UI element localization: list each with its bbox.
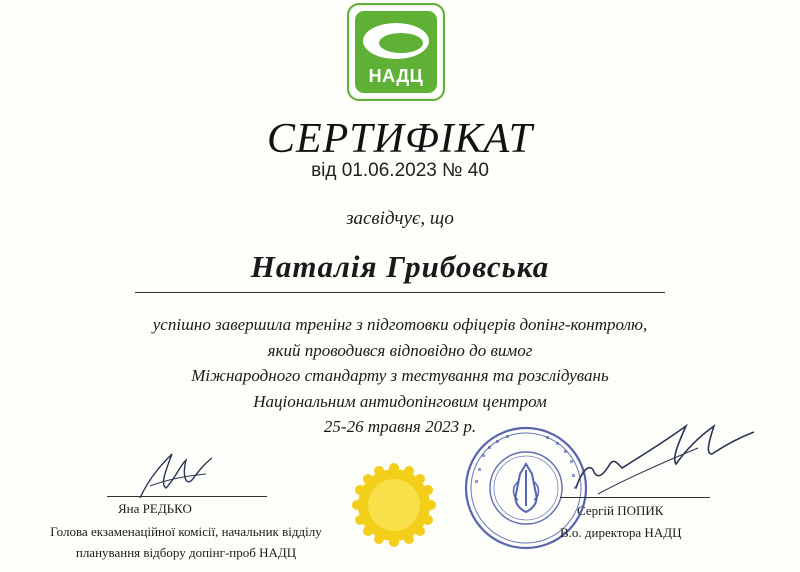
certifies-text: засвідчує, що: [346, 208, 454, 229]
right-signature-line: [560, 497, 710, 498]
recipient-name: Наталія Грибовська: [250, 249, 550, 284]
recipient-underline: [135, 292, 665, 293]
logo-text: НАДЦ: [368, 66, 424, 86]
body-line: Національним антидопінговим центром: [253, 391, 547, 411]
right-signatory-position: В.о. директора НАДЦ: [560, 525, 682, 540]
signature-icon: [568, 418, 758, 508]
body-line: який проводився відповідно до вимог: [267, 340, 533, 360]
position-line: Голова екзаменаційної комісії, начальник відділу: [50, 524, 322, 539]
left-signatory-name: Яна РЕДЬКО: [118, 501, 192, 516]
right-signatory-name: Сергій ПОПИК: [577, 503, 664, 518]
body-line: Міжнародного стандарту з тестування та розслідувань: [191, 366, 609, 385]
position-line: планування відбору допінг-проб НАДЦ: [75, 545, 297, 560]
nadc-logo-icon: [347, 3, 445, 101]
body-line: 25-26 травня 2023 р.: [323, 417, 477, 436]
left-signature-line: [107, 496, 267, 497]
certificate-title: СЕРТИФІКАТ: [266, 116, 534, 162]
gold-seal-icon: [351, 462, 437, 548]
certificate-date: від 01.06.2023 № 40: [311, 160, 489, 181]
body-line: успішно завершила тренінг з підготовки офіцерів допінг-контролю,: [152, 315, 648, 334]
left-signatory-position: [0, 521, 372, 563]
